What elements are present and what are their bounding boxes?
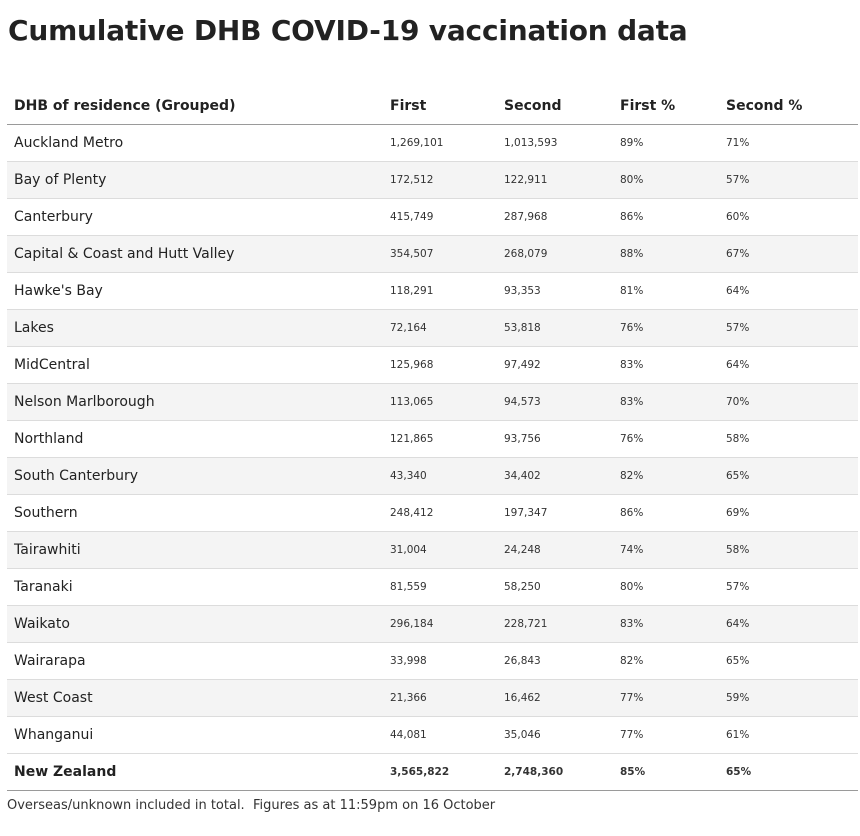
first-percent-cell: 83% bbox=[613, 384, 719, 421]
column-header-second-percent[interactable]: Second % bbox=[719, 87, 858, 125]
second-cell: 34,402 bbox=[497, 458, 613, 495]
second-percent-cell: 64% bbox=[719, 347, 858, 384]
second-cell: 35,046 bbox=[497, 717, 613, 754]
total-second-cell: 2,748,360 bbox=[497, 754, 613, 791]
dhb-cell: Hawke's Bay bbox=[7, 273, 383, 310]
first-percent-cell: 74% bbox=[613, 532, 719, 569]
table-row bbox=[7, 458, 858, 495]
total-first-percent-cell: 85% bbox=[613, 754, 719, 791]
second-percent-cell: 60% bbox=[719, 199, 858, 236]
table-row bbox=[7, 532, 858, 569]
second-cell: 228,721 bbox=[497, 606, 613, 643]
table-row bbox=[7, 680, 858, 717]
first-percent-cell: 83% bbox=[613, 347, 719, 384]
dhb-cell: Southern bbox=[7, 495, 383, 532]
table-row bbox=[7, 421, 858, 458]
second-percent-cell: 71% bbox=[719, 125, 858, 162]
first-percent-cell: 82% bbox=[613, 643, 719, 680]
first-percent-cell: 88% bbox=[613, 236, 719, 273]
second-percent-cell: 58% bbox=[719, 532, 858, 569]
first-percent-cell: 83% bbox=[613, 606, 719, 643]
dhb-cell: Bay of Plenty bbox=[7, 162, 383, 199]
first-cell: 296,184 bbox=[383, 606, 497, 643]
column-header-dhb[interactable]: DHB of residence (Grouped) bbox=[7, 87, 383, 125]
first-cell: 72,164 bbox=[383, 310, 497, 347]
first-percent-cell: 82% bbox=[613, 458, 719, 495]
first-percent-cell: 80% bbox=[613, 569, 719, 606]
first-cell: 43,340 bbox=[383, 458, 497, 495]
second-percent-cell: 58% bbox=[719, 421, 858, 458]
first-cell: 81,559 bbox=[383, 569, 497, 606]
second-cell: 26,843 bbox=[497, 643, 613, 680]
first-cell: 125,968 bbox=[383, 347, 497, 384]
vaccination-table bbox=[7, 87, 858, 791]
second-percent-cell: 57% bbox=[719, 310, 858, 347]
dhb-cell: MidCentral bbox=[7, 347, 383, 384]
first-percent-cell: 86% bbox=[613, 495, 719, 532]
table-row bbox=[7, 310, 858, 347]
first-cell: 21,366 bbox=[383, 680, 497, 717]
column-header-first-percent[interactable]: First % bbox=[613, 87, 719, 125]
first-cell: 1,269,101 bbox=[383, 125, 497, 162]
first-cell: 415,749 bbox=[383, 199, 497, 236]
first-percent-cell: 86% bbox=[613, 199, 719, 236]
table-row bbox=[7, 347, 858, 384]
dhb-cell: Lakes bbox=[7, 310, 383, 347]
first-percent-cell: 80% bbox=[613, 162, 719, 199]
table-total-row bbox=[7, 754, 858, 791]
dhb-cell: South Canterbury bbox=[7, 458, 383, 495]
dhb-cell: Nelson Marlborough bbox=[7, 384, 383, 421]
second-percent-cell: 64% bbox=[719, 273, 858, 310]
second-percent-cell: 65% bbox=[719, 458, 858, 495]
second-cell: 58,250 bbox=[497, 569, 613, 606]
second-percent-cell: 61% bbox=[719, 717, 858, 754]
page-title: Cumulative DHB COVID-19 vaccination data bbox=[8, 14, 688, 47]
column-header-second[interactable]: Second bbox=[497, 87, 613, 125]
second-cell: 97,492 bbox=[497, 347, 613, 384]
table-row bbox=[7, 199, 858, 236]
total-dhb-cell: New Zealand bbox=[7, 754, 383, 791]
dhb-cell: Capital & Coast and Hutt Valley bbox=[7, 236, 383, 273]
second-percent-cell: 57% bbox=[719, 569, 858, 606]
second-percent-cell: 70% bbox=[719, 384, 858, 421]
table-row bbox=[7, 236, 858, 273]
second-percent-cell: 59% bbox=[719, 680, 858, 717]
dhb-cell: Tairawhiti bbox=[7, 532, 383, 569]
second-percent-cell: 67% bbox=[719, 236, 858, 273]
second-cell: 268,079 bbox=[497, 236, 613, 273]
table-row bbox=[7, 273, 858, 310]
first-cell: 113,065 bbox=[383, 384, 497, 421]
second-percent-cell: 57% bbox=[719, 162, 858, 199]
first-cell: 44,081 bbox=[383, 717, 497, 754]
table-header-row bbox=[7, 87, 858, 125]
second-percent-cell: 69% bbox=[719, 495, 858, 532]
table-row bbox=[7, 606, 858, 643]
second-cell: 53,818 bbox=[497, 310, 613, 347]
first-cell: 248,412 bbox=[383, 495, 497, 532]
dhb-cell: Whanganui bbox=[7, 717, 383, 754]
dhb-cell: Waikato bbox=[7, 606, 383, 643]
second-percent-cell: 64% bbox=[719, 606, 858, 643]
table-row bbox=[7, 643, 858, 680]
dhb-cell: Wairarapa bbox=[7, 643, 383, 680]
second-cell: 24,248 bbox=[497, 532, 613, 569]
dhb-cell: Canterbury bbox=[7, 199, 383, 236]
first-cell: 121,865 bbox=[383, 421, 497, 458]
dhb-cell: Auckland Metro bbox=[7, 125, 383, 162]
first-cell: 33,998 bbox=[383, 643, 497, 680]
second-cell: 93,353 bbox=[497, 273, 613, 310]
second-cell: 1,013,593 bbox=[497, 125, 613, 162]
dhb-cell: Taranaki bbox=[7, 569, 383, 606]
column-header-first[interactable]: First bbox=[383, 87, 497, 125]
first-percent-cell: 77% bbox=[613, 680, 719, 717]
second-cell: 122,911 bbox=[497, 162, 613, 199]
table-row bbox=[7, 495, 858, 532]
first-cell: 172,512 bbox=[383, 162, 497, 199]
second-cell: 16,462 bbox=[497, 680, 613, 717]
second-cell: 287,968 bbox=[497, 199, 613, 236]
second-cell: 197,347 bbox=[497, 495, 613, 532]
first-percent-cell: 76% bbox=[613, 421, 719, 458]
total-first-cell: 3,565,822 bbox=[383, 754, 497, 791]
first-percent-cell: 81% bbox=[613, 273, 719, 310]
first-cell: 31,004 bbox=[383, 532, 497, 569]
total-second-percent-cell: 65% bbox=[719, 754, 858, 791]
first-percent-cell: 77% bbox=[613, 717, 719, 754]
table-body bbox=[7, 125, 858, 754]
dhb-cell: Northland bbox=[7, 421, 383, 458]
table-row bbox=[7, 125, 858, 162]
table-row bbox=[7, 569, 858, 606]
first-cell: 354,507 bbox=[383, 236, 497, 273]
first-percent-cell: 89% bbox=[613, 125, 719, 162]
footnote: Overseas/unknown included in total. Figures as at 11:59pm on 16 October bbox=[7, 798, 496, 813]
table-row bbox=[7, 717, 858, 754]
first-percent-cell: 76% bbox=[613, 310, 719, 347]
first-cell: 118,291 bbox=[383, 273, 497, 310]
second-percent-cell: 65% bbox=[719, 643, 858, 680]
table-row bbox=[7, 162, 858, 199]
second-cell: 94,573 bbox=[497, 384, 613, 421]
table-row bbox=[7, 384, 858, 421]
dhb-cell: West Coast bbox=[7, 680, 383, 717]
second-cell: 93,756 bbox=[497, 421, 613, 458]
